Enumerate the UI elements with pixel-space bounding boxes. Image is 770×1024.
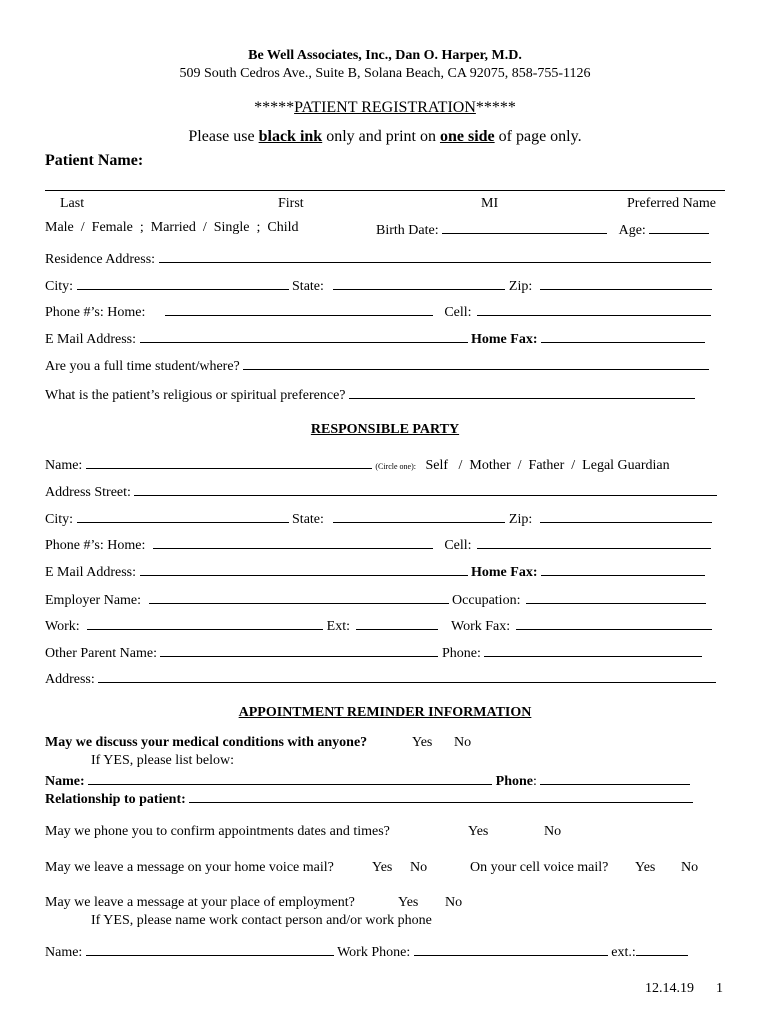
instr-side: one side xyxy=(439,128,495,145)
page-number: 1 xyxy=(716,981,723,996)
email-label: E Mail Address: xyxy=(45,332,136,347)
rp-relation-options[interactable]: Self / Mother / Father / Legal Guardian xyxy=(425,458,670,473)
work-contact-name-field[interactable] xyxy=(86,942,334,956)
label-mi: MI xyxy=(481,196,499,211)
reminder-heading: APPOINTMENT REMINDER INFORMATION xyxy=(238,705,532,720)
contact-phone-field[interactable] xyxy=(540,771,690,785)
discuss-yes-option[interactable]: Yes xyxy=(412,735,433,750)
rp-home-phone-label: Phone #’s: Home: xyxy=(45,538,146,553)
rp-occupation-label: Occupation: xyxy=(452,593,521,608)
birth-date-label: Birth Date: xyxy=(376,223,439,238)
instructions xyxy=(0,128,770,146)
rp-phone-label: Phone: xyxy=(441,646,481,661)
birth-date-row xyxy=(376,220,709,239)
rp-phone-row xyxy=(45,535,711,554)
rp-home-fax-field[interactable] xyxy=(541,562,705,576)
rp-name-field[interactable] xyxy=(86,455,372,469)
rp-email-row xyxy=(45,562,705,581)
rp-street-label: Address Street: xyxy=(45,485,131,500)
residence-label: Residence Address: xyxy=(45,252,156,267)
rp-employer-row xyxy=(45,590,706,609)
contact-name-row xyxy=(45,771,690,790)
rp-zip-label: Zip: xyxy=(508,512,533,527)
residence-row xyxy=(45,249,711,268)
title-text: PATIENT REGISTRATION xyxy=(294,99,476,116)
student-row xyxy=(45,356,709,375)
work-phone-field[interactable] xyxy=(414,942,608,956)
instr-ink: black ink xyxy=(258,128,323,145)
patient-city-row xyxy=(45,276,712,295)
cell-voicemail-question: On your cell voice mail? xyxy=(470,860,609,875)
rp-work-row xyxy=(45,616,712,635)
rp-phone-field[interactable] xyxy=(484,643,702,657)
practice-address: 509 South Cedros Ave., Suite B, Solana Beach, CA 92075, 858-755-1126 xyxy=(179,66,591,81)
rp-occupation-field[interactable] xyxy=(526,590,706,604)
home-voicemail-yes-option[interactable]: Yes xyxy=(372,860,393,875)
rp-ext-label: Ext: xyxy=(326,619,350,634)
cell-voicemail-yes-option[interactable]: Yes xyxy=(635,860,656,875)
revision-date: 12.14.19 xyxy=(645,981,694,996)
rp-email-field[interactable] xyxy=(140,562,468,576)
work-contact-row xyxy=(45,942,688,961)
religion-field[interactable] xyxy=(349,385,695,399)
contact-phone-colon: : xyxy=(533,774,537,789)
rp-ext-field[interactable] xyxy=(356,616,438,630)
rp-address-field[interactable] xyxy=(98,669,716,683)
rp-employer-label: Employer Name: xyxy=(45,593,142,608)
rp-name-label: Name: xyxy=(45,458,83,473)
rp-circle-label: (Circle one): xyxy=(375,462,416,471)
email-field[interactable] xyxy=(140,329,468,343)
work-ext-field[interactable] xyxy=(636,942,688,956)
student-field[interactable] xyxy=(243,356,709,370)
work-phone-label: Work Phone: xyxy=(337,945,411,960)
relationship-row xyxy=(45,789,693,808)
rp-address-label: Address: xyxy=(45,672,95,687)
rp-city-row xyxy=(45,509,712,528)
rp-work-label: Work: xyxy=(45,619,80,634)
age-label: Age: xyxy=(618,223,646,238)
phone-confirm-no-option[interactable]: No xyxy=(544,824,562,839)
home-fax-label: Home Fax: xyxy=(471,332,538,347)
home-voicemail-question: May we leave a message on your home voice mail? xyxy=(45,860,334,875)
patient-row-gender xyxy=(45,220,299,236)
birth-date-field[interactable] xyxy=(442,220,607,234)
rp-state-field[interactable] xyxy=(333,509,505,523)
patient-phone-row xyxy=(45,302,711,321)
form-title xyxy=(0,99,770,117)
rp-home-phone-field[interactable] xyxy=(153,535,433,549)
instr-post: of page only. xyxy=(494,128,582,145)
student-label: Are you a full time student/where? xyxy=(45,359,240,374)
rp-street-row xyxy=(45,482,717,501)
title-stars-left: ***** xyxy=(254,99,295,116)
employment-question: May we leave a message at your place of employment? xyxy=(45,895,355,910)
religion-row xyxy=(45,385,695,404)
title-stars-right: ***** xyxy=(475,99,516,116)
rp-city-field[interactable] xyxy=(77,509,289,523)
employment-no-option[interactable]: No xyxy=(445,895,463,910)
rp-other-parent-row xyxy=(45,643,702,662)
patient-email-row xyxy=(45,329,705,348)
rp-zip-field[interactable] xyxy=(540,509,712,523)
work-ext-label: ext.: xyxy=(611,945,636,960)
home-fax-field[interactable] xyxy=(541,329,705,343)
zip-label: Zip: xyxy=(508,279,533,294)
cell-field[interactable] xyxy=(477,302,711,316)
rp-employer-field[interactable] xyxy=(149,590,449,604)
instr-pre: Please use xyxy=(188,128,259,145)
discuss-question: May we discuss your medical conditions with anyone? xyxy=(45,735,368,750)
gender-status-options[interactable]: Male / Female ; Married / Single ; Child xyxy=(45,220,299,235)
phone-confirm-question: May we phone you to confirm appointments dates and times? xyxy=(45,824,390,839)
religion-label: What is the patient’s religious or spiritual preference? xyxy=(45,388,346,403)
rp-street-field[interactable] xyxy=(134,482,717,496)
rp-cell-label: Cell: xyxy=(444,538,472,553)
rp-address-row xyxy=(45,669,716,688)
age-field[interactable] xyxy=(649,220,709,234)
work-contact-name-label: Name: xyxy=(45,945,83,960)
city-field[interactable] xyxy=(77,276,289,290)
relationship-field[interactable] xyxy=(189,789,693,803)
patient-name-heading: Patient Name: xyxy=(45,152,144,169)
if-yes-list-note: If YES, please list below: xyxy=(91,753,234,768)
zip-field[interactable] xyxy=(540,276,712,290)
employment-yes-option[interactable]: Yes xyxy=(398,895,419,910)
cell-voicemail-no-option[interactable]: No xyxy=(681,860,699,875)
label-first: First xyxy=(278,196,304,211)
instr-mid: only and print on xyxy=(322,128,440,145)
if-yes-work-note: If YES, please name work contact person and/or work phone xyxy=(91,913,432,928)
rp-work-fax-field[interactable] xyxy=(516,616,712,630)
label-preferred: Preferred Name xyxy=(627,196,717,211)
label-last: Last xyxy=(60,196,85,211)
state-field[interactable] xyxy=(333,276,505,290)
cell-label: Cell: xyxy=(444,305,472,320)
contact-name-field[interactable] xyxy=(88,771,492,785)
rp-home-fax-label: Home Fax: xyxy=(471,565,538,580)
rp-state-label: State: xyxy=(292,512,324,527)
rp-city-label: City: xyxy=(45,512,74,527)
rp-cell-field[interactable] xyxy=(477,535,711,549)
responsible-heading: RESPONSIBLE PARTY xyxy=(310,422,460,437)
home-phone-label: Phone #’s: Home: xyxy=(45,305,146,320)
relationship-label: Relationship to patient: xyxy=(45,792,186,807)
home-voicemail-no-option[interactable]: No xyxy=(410,860,428,875)
rp-work-fax-label: Work Fax: xyxy=(451,619,511,634)
residence-field[interactable] xyxy=(159,249,711,263)
rp-other-parent-field[interactable] xyxy=(160,643,438,657)
rp-name-row xyxy=(45,455,670,474)
home-phone-field[interactable] xyxy=(165,302,433,316)
rp-work-field[interactable] xyxy=(87,616,323,630)
phone-confirm-yes-option[interactable]: Yes xyxy=(468,824,489,839)
city-label: City: xyxy=(45,279,74,294)
state-label: State: xyxy=(292,279,324,294)
rp-email-label: E Mail Address: xyxy=(45,565,136,580)
contact-phone-label: Phone xyxy=(495,774,533,789)
rp-other-parent-label: Other Parent Name: xyxy=(45,646,157,661)
contact-name-label: Name: xyxy=(45,774,85,789)
practice-name: Be Well Associates, Inc., Dan O. Harper, M.D. xyxy=(248,48,522,63)
discuss-no-option[interactable]: No xyxy=(454,735,472,750)
patient-name-line[interactable] xyxy=(45,190,725,191)
